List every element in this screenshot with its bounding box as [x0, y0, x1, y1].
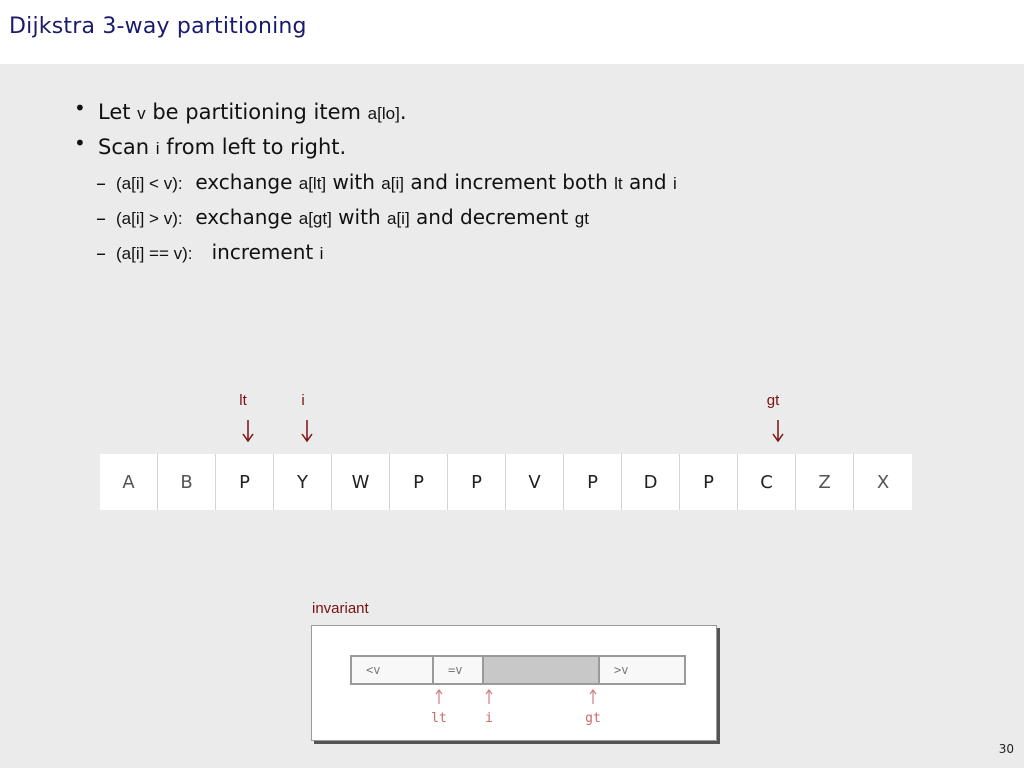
i-down-arrow-icon [297, 418, 317, 444]
sub-code: i [672, 174, 677, 193]
array-cell: V [506, 454, 564, 510]
lt-down-arrow-icon [238, 418, 258, 444]
array-cell: P [390, 454, 448, 510]
bullet-text: be partitioning item [145, 100, 368, 124]
bullet-code: v [137, 104, 146, 123]
invariant-up-arrows-icon [312, 686, 716, 710]
bullet-2 [98, 135, 346, 159]
invariant-i-label: i [485, 711, 493, 726]
sub-bullet-3 [116, 240, 323, 264]
gt-down-arrow-icon [768, 418, 788, 444]
bullet-text: from left to right. [159, 135, 347, 159]
invariant-diagram [311, 625, 717, 741]
array-cell: D [622, 454, 680, 510]
sub-text: and decrement [409, 205, 575, 229]
array-cell: Y [274, 454, 332, 510]
sub-bullet-2 [116, 205, 589, 229]
array-cell: P [680, 454, 738, 510]
array-cell: A [100, 454, 158, 510]
array-cell: Z [796, 454, 854, 510]
invariant-less-segment: <v [352, 657, 434, 683]
bullet-1 [98, 100, 407, 124]
bullet-dot: • [74, 96, 86, 120]
bullet-text: Let [98, 100, 138, 124]
invariant-unknown-segment [484, 657, 600, 683]
sub-code: gt [574, 209, 589, 228]
sub-code: a[gt] [298, 209, 332, 228]
bullet-dot: • [74, 131, 86, 155]
bullet-code: i [155, 139, 160, 158]
sub-text: with [331, 205, 387, 229]
array-cell: C [738, 454, 796, 510]
sub-dash: – [96, 206, 106, 230]
sub-dash: – [96, 241, 106, 265]
bullet-text: . [399, 100, 407, 124]
slide-title: Dijkstra 3-way partitioning [9, 14, 307, 39]
bullet-text: Scan [98, 135, 156, 159]
invariant-equal-segment: =v [434, 657, 484, 683]
array-cell: P [564, 454, 622, 510]
array-cell: P [448, 454, 506, 510]
sub-text: and increment both [403, 170, 615, 194]
page-number: 30 [998, 742, 1014, 756]
sub-code: a[i] [381, 174, 404, 193]
sub-dash: – [96, 171, 106, 195]
sub-code: a[lt] [298, 174, 327, 193]
array-cell: P [216, 454, 274, 510]
title-bar [0, 0, 1024, 64]
array-cell: X [876, 471, 890, 493]
array-row [100, 454, 912, 510]
invariant-greater-segment: >v [614, 663, 629, 677]
sub-code: lt [614, 174, 623, 193]
invariant-bar [350, 655, 686, 685]
sub-cond: (a[i] > v): [116, 209, 183, 228]
sub-bullet-1 [116, 170, 677, 194]
sub-text: exchange [195, 170, 299, 194]
sub-text: and [622, 170, 673, 194]
invariant-lt-label: lt [431, 711, 447, 726]
sub-cond: (a[i] == v): [116, 244, 193, 263]
gt-pointer-label: gt [766, 392, 780, 409]
sub-text: increment [211, 240, 320, 264]
invariant-gt-label: gt [585, 711, 601, 726]
sub-text: with [326, 170, 382, 194]
sub-cond: (a[i] < v): [116, 174, 183, 193]
sub-code: i [319, 244, 324, 263]
lt-pointer-label: lt [239, 392, 247, 409]
array-cell: W [332, 454, 390, 510]
invariant-label: invariant [312, 600, 369, 617]
i-pointer-label: i [301, 392, 305, 409]
bullet-code: a[lo] [367, 104, 400, 123]
array-cell: B [158, 454, 216, 510]
sub-code: a[i] [386, 209, 410, 228]
sub-text: exchange [195, 205, 299, 229]
